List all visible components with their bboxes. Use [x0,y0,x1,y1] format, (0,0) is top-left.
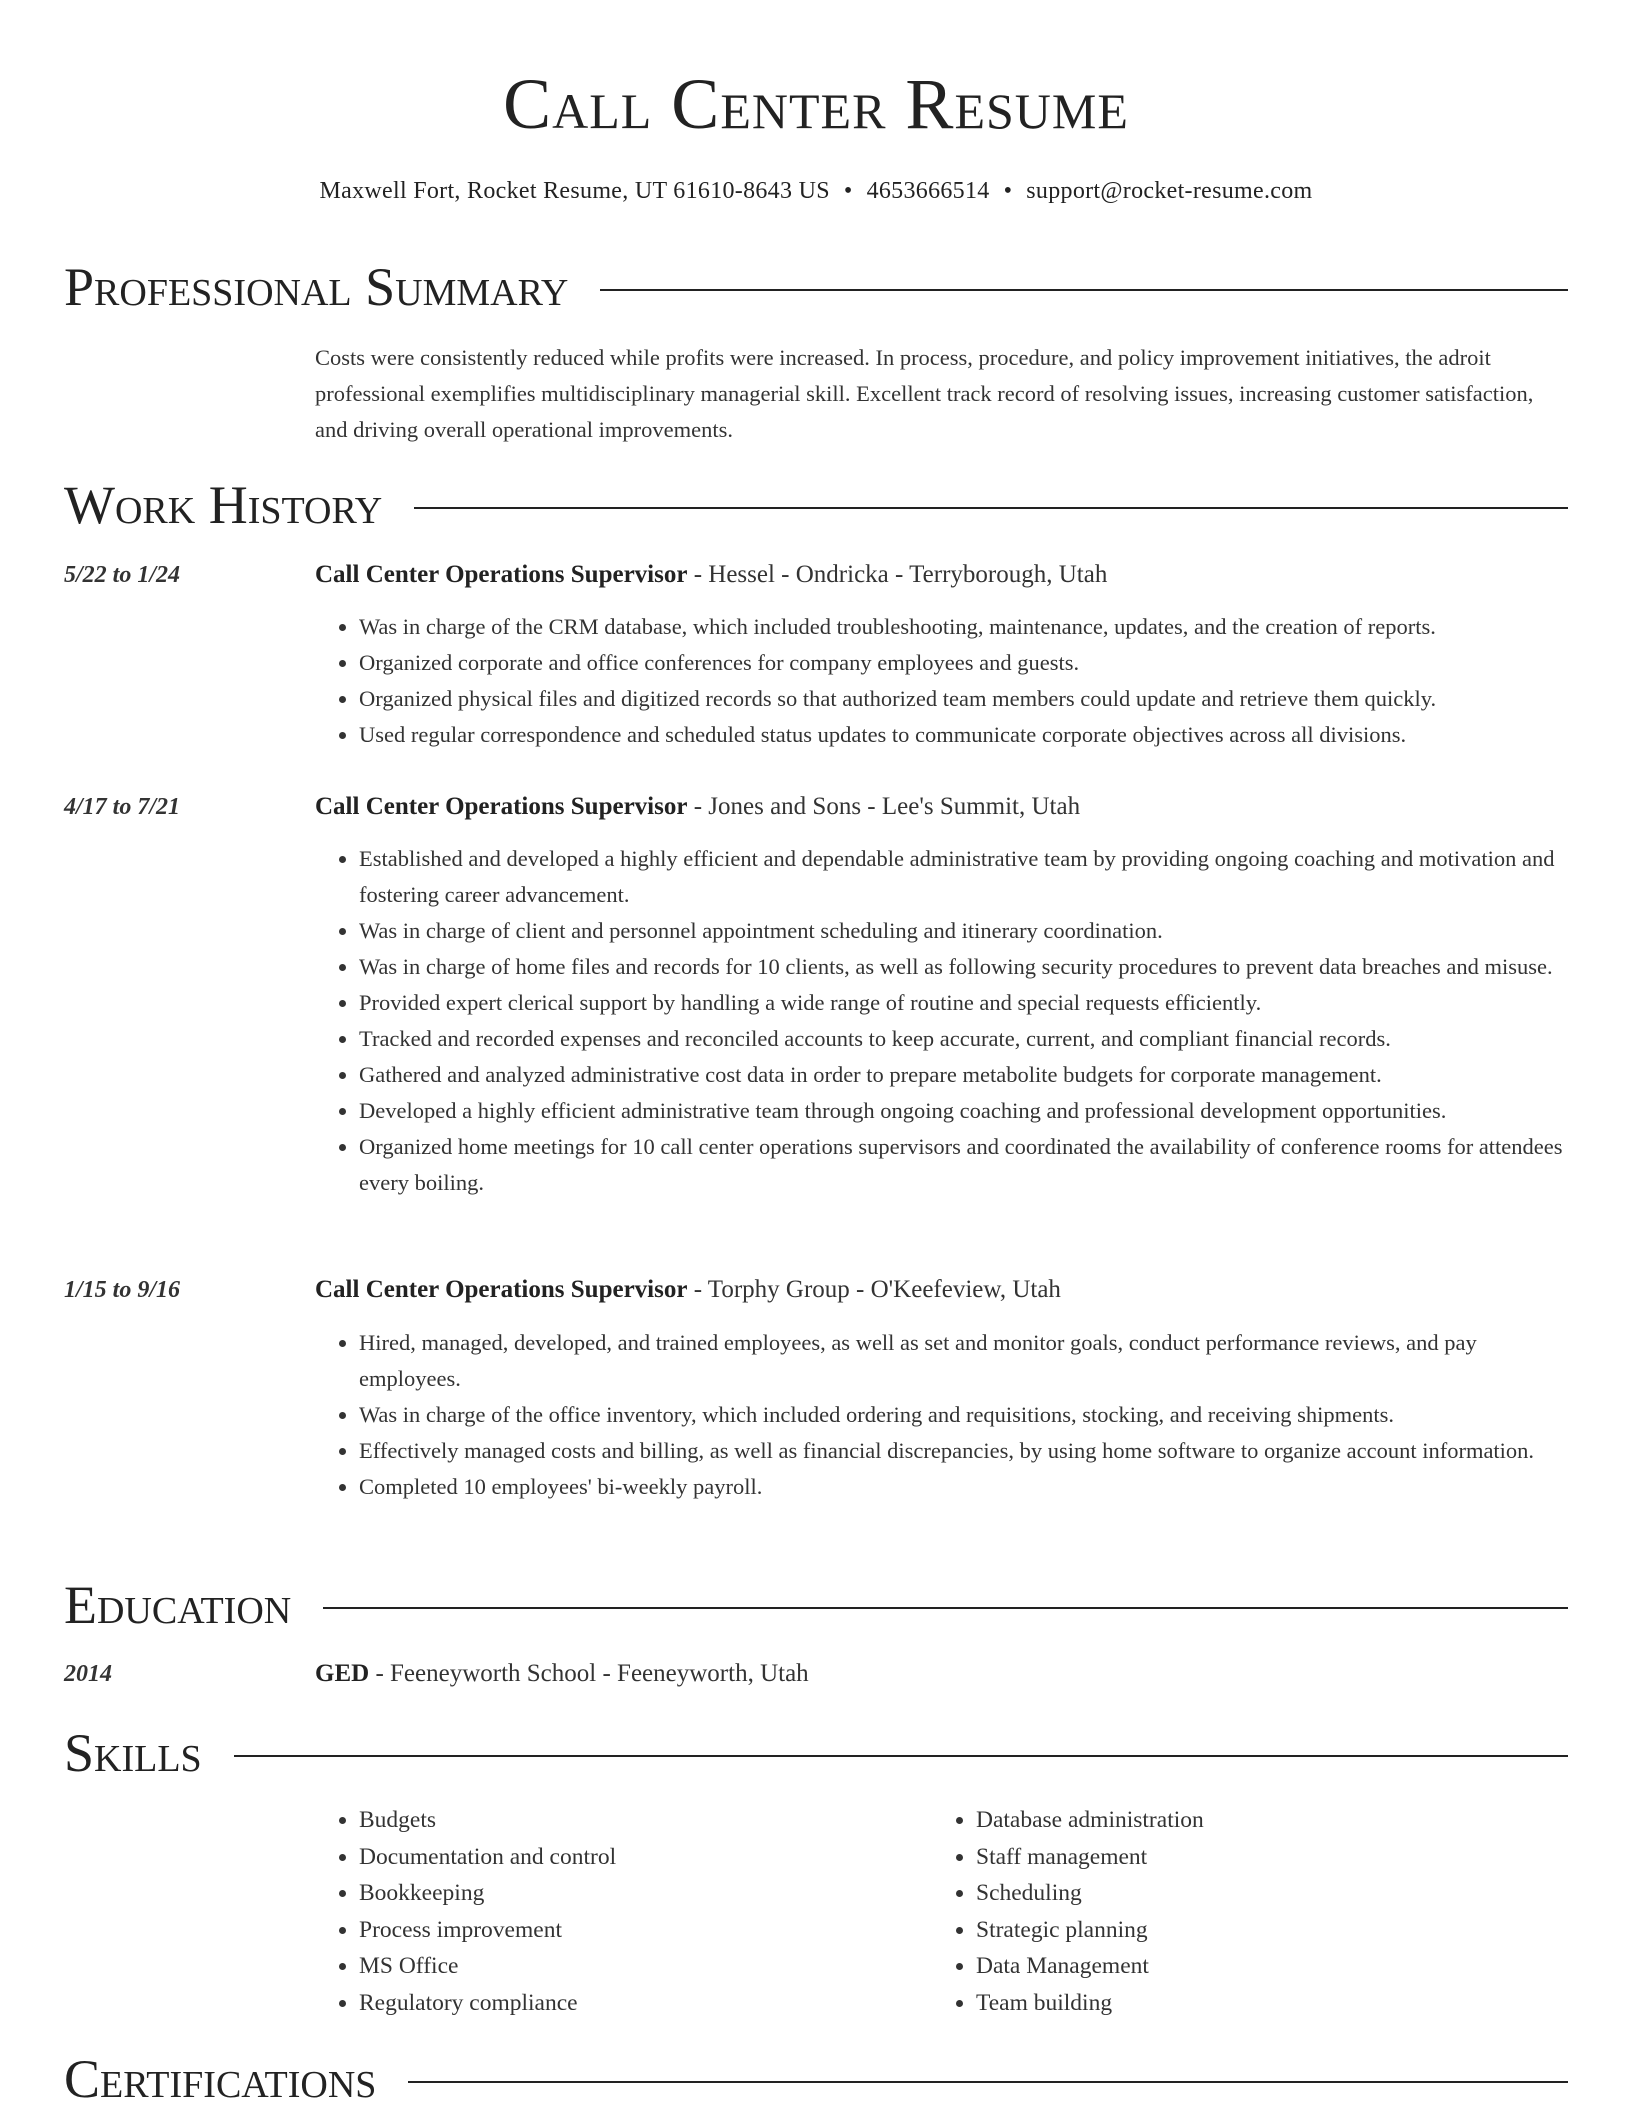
education-year: 2014 [64,1661,112,1687]
skill-item: • Staff management [976,1839,1562,1876]
section-education [64,1574,1568,1636]
job-bullet: • Provided expert clerical support by handling a wide range of routine and special requests efficiently. [359,985,1565,1021]
job-bullet-list [315,1325,1565,1505]
job-bullet-list [315,841,1565,1201]
resume-title: Call Center Resume [503,64,1129,144]
summary-text: Costs were consistently reduced while profits were increased. In process, procedure, and policy improvement initiatives, the adroit professional exemplifies multidisciplinary managerial skill. Excellent track record of resolving issues, increasing customer satisfaction, and driving overall operational improvements. [315,345,1534,442]
job-bullet: • Organized physical files and digitized records so that authorized team members could update and retrieve them quickly. [359,681,1565,717]
job-bullet: • Organized home meetings for 10 call center operations supervisors and coordinated the availability of conference rooms for attendees every boiling. [359,1129,1565,1201]
job-title: Call Center Operations Supervisor [315,561,688,588]
skill-item: • Data Management [976,1948,1562,1985]
education-heading [315,1658,1565,1690]
skill-item: • Strategic planning [976,1912,1562,1949]
job-bullet: • Tracked and recorded expenses and reconciled accounts to keep accurate, current, and compliant financial records. [359,1021,1565,1057]
contact-address: Maxwell Fort, Rocket Resume, UT 61610-8643 US [319,178,830,204]
skill-item: • Budgets [359,1802,915,1839]
job-title: Call Center Operations Supervisor [315,793,688,820]
section-heading: Skills [64,1723,202,1783]
job-dates: 5/22 to 1/24 [64,562,181,588]
job-bullet: • Developed a highly efficient administrative team through ongoing coaching and professional development opportunities. [359,1093,1565,1129]
job-bullet: • Organized corporate and office conferences for company employees and guests. [359,645,1565,681]
job-details: - Hessel - Ondricka - Terryborough, Utah [687,561,1108,588]
education-degree: GED [315,1660,370,1687]
section-divider [408,2081,1568,2083]
job-bullet: • Established and developed a highly efficient and dependable administrative team by providing ongoing coaching and motivation and fostering career advancement. [359,841,1565,913]
skill-item: • Regulatory compliance [359,1985,915,2022]
job-title: Call Center Operations Supervisor [315,1276,688,1303]
skill-item: • Bookkeeping [359,1875,915,1912]
education-details: - Feeneyworth School - Feeneyworth, Utah [369,1660,809,1687]
job-dates: 4/17 to 7/21 [64,794,181,820]
job-details: - Torphy Group - O'Keefeview, Utah [687,1276,1061,1303]
contact-phone: 4653666514 [866,178,990,204]
section-skills [64,1722,1568,1784]
job-bullet: • Gathered and analyzed administrative cost data in order to prepare metabolite budgets for corporate management. [359,1057,1565,1093]
section-divider [323,1607,1568,1609]
section-certifications [64,2048,1568,2110]
section-work-history [64,474,1568,536]
skill-item: • MS Office [359,1948,915,1985]
section-divider [414,507,1568,509]
job-bullet: • Was in charge of the office inventory, which included ordering and requisitions, stocking, and receiving shipments. [359,1397,1565,1433]
job-bullet: • Effectively managed costs and billing, as well as financial discrepancies, by using home software to organize account information. [359,1433,1565,1469]
job-heading [315,559,1565,591]
contact-email: support@rocket-resume.com [1026,178,1313,204]
job-details: - Jones and Sons - Lee's Summit, Utah [687,793,1081,820]
contact-line [0,176,1632,206]
skills-list-right [932,1802,1562,2021]
skills-list-left [315,1802,915,2021]
skill-item: • Scheduling [976,1875,1562,1912]
job-bullet: • Was in charge of client and personnel appointment scheduling and itinerary coordination. [359,913,1565,949]
section-heading: Professional Summary [64,257,569,317]
skill-item: • Documentation and control [359,1839,915,1876]
job-dates: 1/15 to 9/16 [64,1277,181,1303]
job-heading [315,791,1565,823]
section-divider [234,1755,1568,1757]
contact-separator: • [843,178,853,204]
job-bullet-list [315,609,1565,753]
job-bullet: • Used regular correspondence and scheduled status updates to communicate corporate objectives across all divisions. [359,717,1565,753]
job-bullet: • Was in charge of the CRM database, which included troubleshooting, maintenance, updates, and the creation of reports. [359,609,1565,645]
section-heading: Education [64,1575,292,1635]
skill-item: • Database administration [976,1802,1562,1839]
job-bullet: • Completed 10 employees' bi-weekly payroll. [359,1469,1565,1505]
section-heading: Work History [64,475,383,535]
skill-item: • Process improvement [359,1912,915,1949]
skill-item: • Team building [976,1985,1562,2022]
contact-separator: • [1003,178,1013,204]
section-heading: Certifications [64,2049,377,2109]
section-divider [600,289,1568,291]
section-professional-summary [64,256,1568,318]
job-heading [315,1274,1565,1306]
job-bullet: • Hired, managed, developed, and trained employees, as well as set and monitor goals, conduct performance reviews, and pay employees. [359,1325,1565,1397]
job-bullet: • Was in charge of home files and records for 10 clients, as well as following security procedures to prevent data breaches and misuse. [359,949,1565,985]
